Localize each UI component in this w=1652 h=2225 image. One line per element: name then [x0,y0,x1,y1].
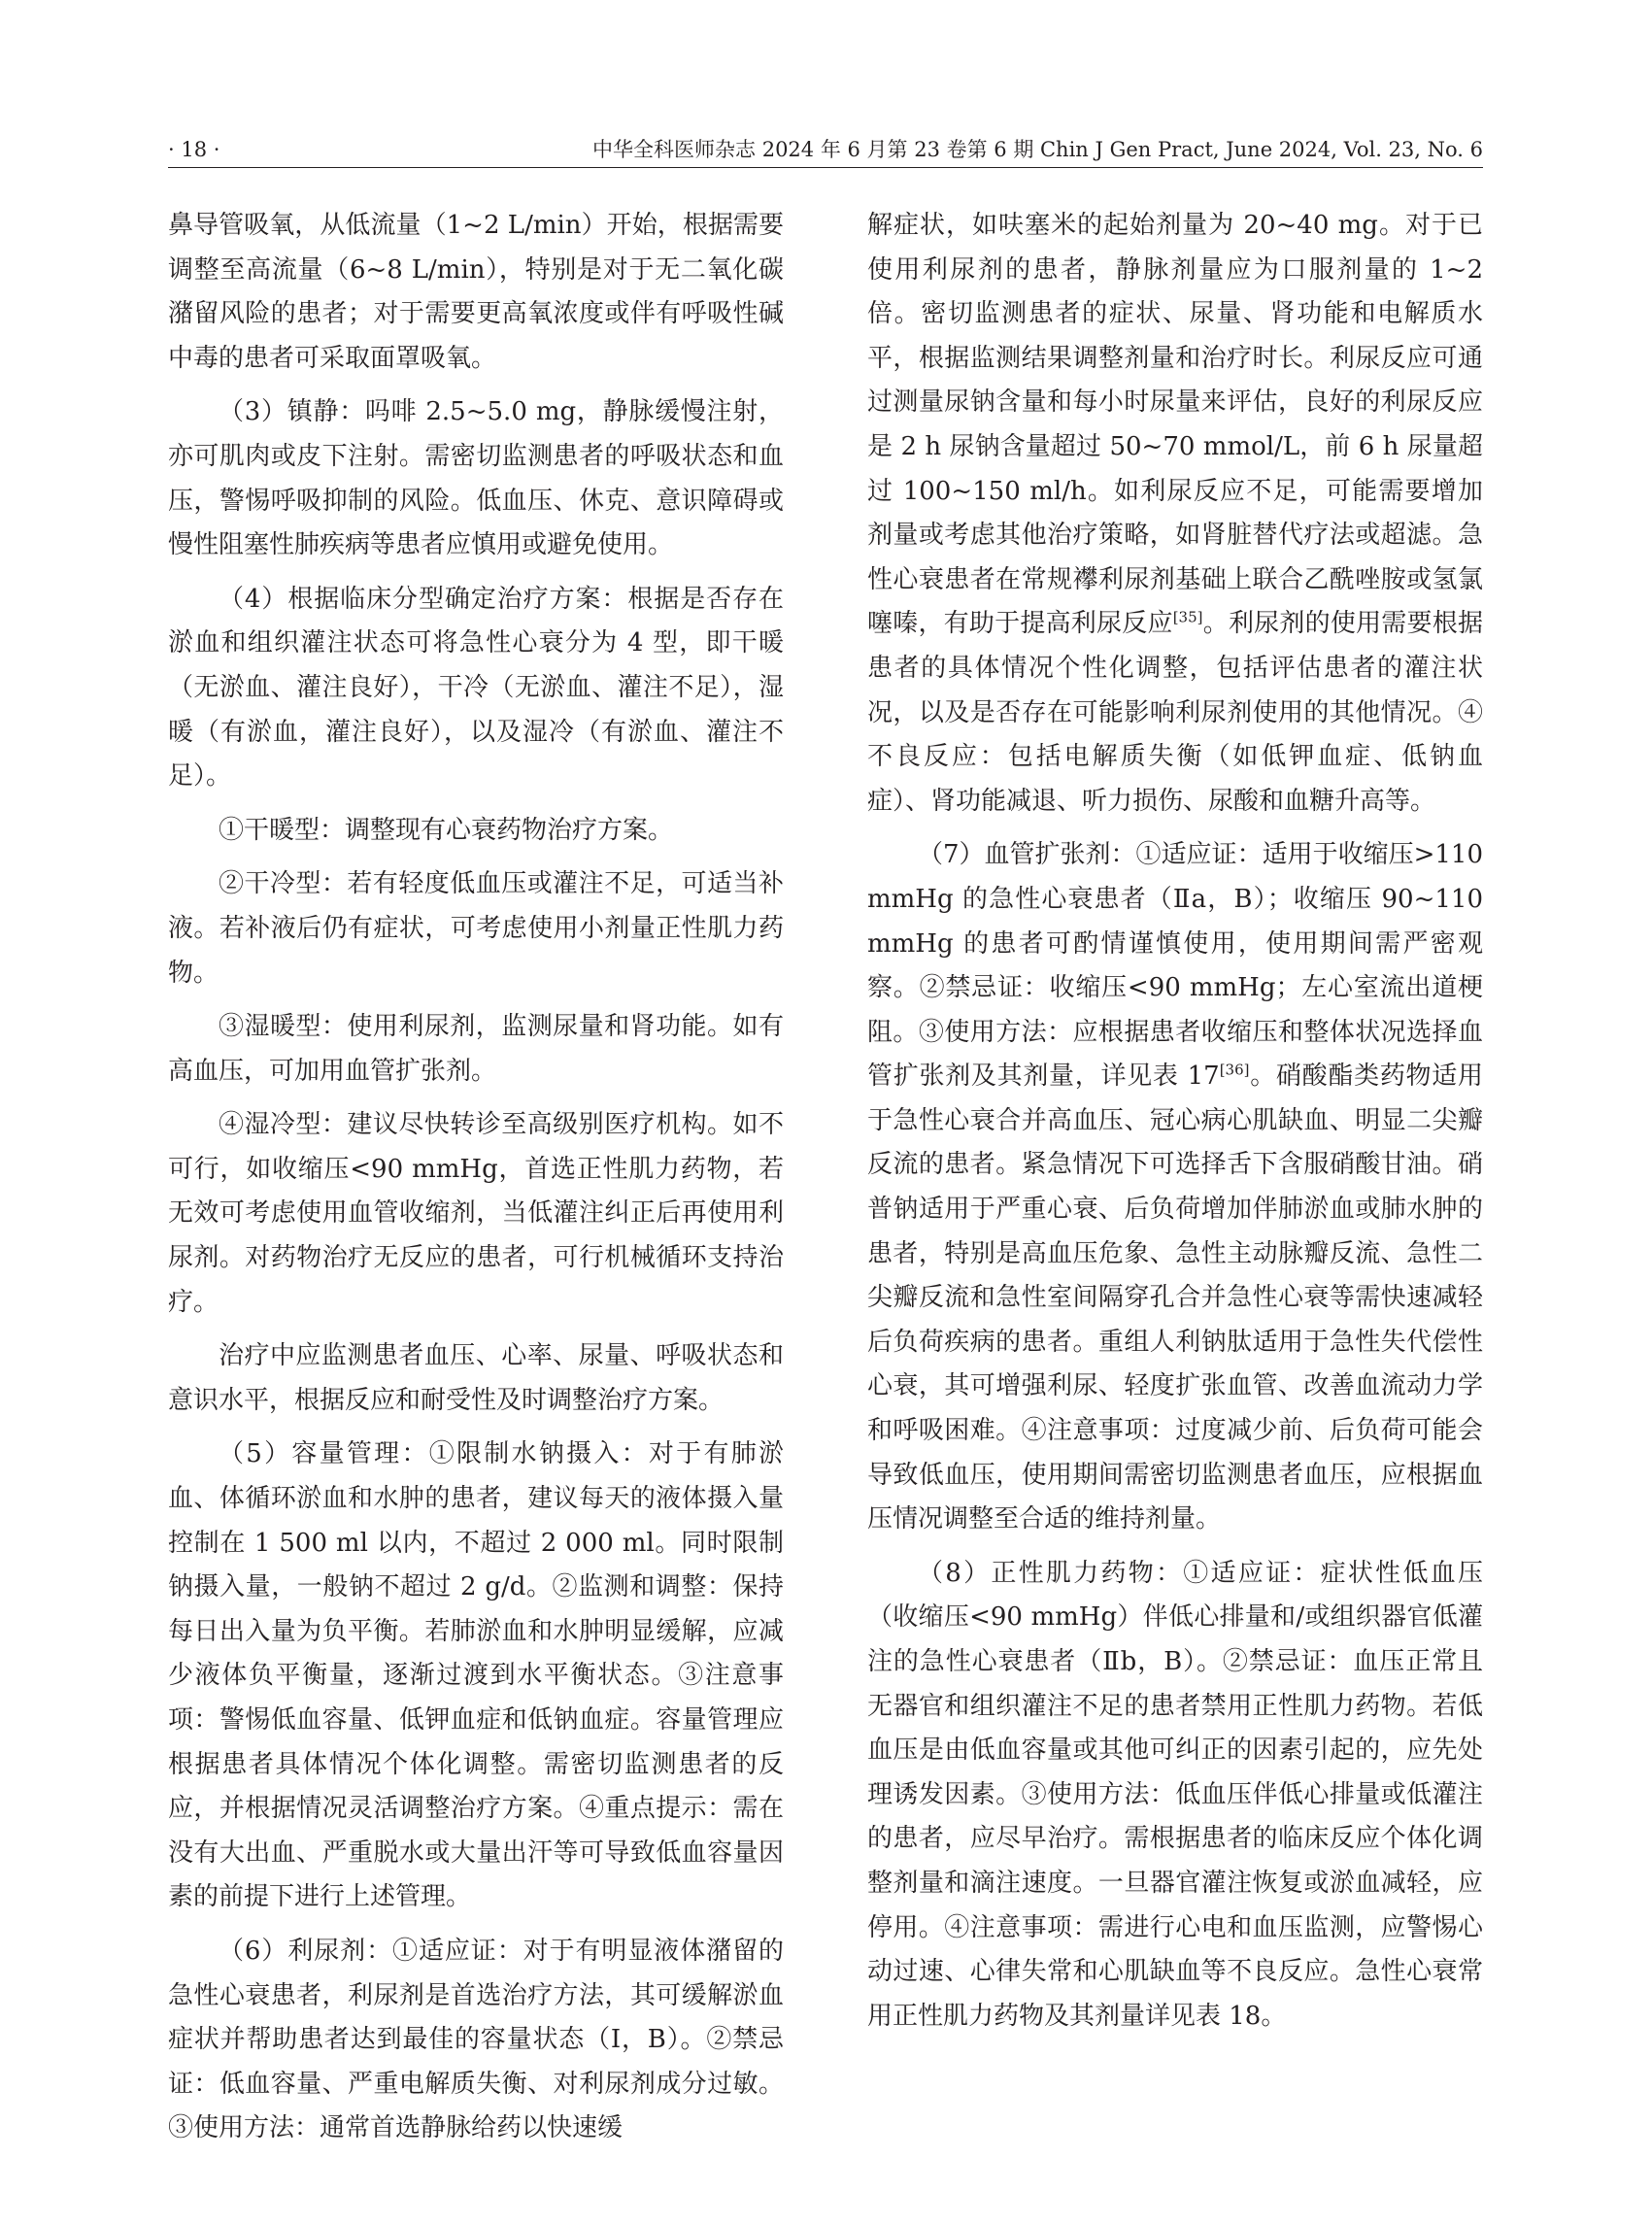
paragraph-clinical-typing: （4）根据临床分型确定治疗方案：根据是否存在淤血和组织灌注状态可将急性心衰分为 4 型，即干暖（无淤血、灌注良好），干冷（无淤血、灌注不足），湿暖（有淤血，灌注良好），以及湿冷（有淤血、灌注不足）。 [168,584,784,792]
paragraph-text: 解症状，如呋塞米的起始剂量为 20~40 mg。对于已使用利尿剂的患者，静脉剂量应为口服剂量的 1~2 倍。密切监测患者的症状、尿量、肾功能和电解质水平，根据监测结果调整剂量和治疗时长。利尿反应可通过测量尿钠含量和每小时尿量来评估，良好的利尿反应是 2 h 尿钠含量超过 50~70 mmol/L，前 6 h 尿量超过 100~150 ml/h。如利尿反应不足，可能需要增加剂量或考虑其他治疗策略，如肾脏替代疗法或超滤。急性心衰患者在常规襻利尿剂基础上联合乙酰唑胺或氢氯噻嗪，有助于提高利尿反应 [867,211,1483,639]
paragraph-text-tail: 。利尿剂的使用需要根据患者的具体情况个性化调整，包括评估患者的灌注状况，以及是否存在可能影响利尿剂使用的其他情况。④不良反应：包括电解质失衡（如低钾血症、低钠血症）、肾功能减退、听力损伤、尿酸和血糖升高等。 [867,609,1483,816]
paragraph-dry-warm: ①干暖型：调整现有心衰药物治疗方案。 [219,815,674,845]
paragraph-sedation: （3）镇静：吗啡 2.5~5.0 mg，静脉缓慢注射，亦可肌肉或皮下注射。需密切监测患者的呼吸状态和血压，警惕呼吸抑制的风险。低血压、休克、意识障碍或慢性阻塞性肺疾病等患者应慎用或避免使用。 [168,397,784,560]
header-rule [168,167,1483,168]
paragraph-volume-management: （5）容量管理：①限制水钠摄入：对于有肺淤血、体循环淤血和水肿的患者，建议每天的液体摄入量控制在 1 500 ml 以内，不超过 2 000 ml。同时限制钠摄入量，一般钠不超过 2 g/d。②监测和调整：保持每日出入量为负平衡。若肺淤血和水肿明显缓解，应减少液体负平衡量，逐渐过渡到水平衡状态。③注意事项：警惕低血容量、低钾血症和低钠血症。容量管理应根据患者具体情况个体化调整。需密切监测患者的反应，并根据情况灵活调整治疗方案。④重点提示：需在没有大出血、严重脱水或大量出汗等可导致低血容量因素的前提下进行上述管理。 [168,1439,784,1912]
citation-36: [36] [1219,1061,1250,1079]
paragraph-inotropes [867,1552,1483,2040]
journal-citation: 中华全科医师杂志 2024 年 6 月第 23 卷第 6 期 Chin J Gen Pract, June 2024, Vol. 23, No. 6 [592,138,1483,161]
page-number: · 18 · [168,138,220,161]
paragraph-diuretics: （6）利尿剂：①适应证：对于有明显液体潴留的急性心衰患者，利尿剂是首选治疗方法，其可缓解淤血症状并帮助患者达到最佳的容量状态（Ⅰ，B）。②禁忌证：低血容量、严重电解质失衡、对利尿剂成分过敏。③使用方法：通常首选静脉给药以快速缓 [168,1936,784,2143]
paragraph-wet-cold: ④湿冷型：建议尽快转诊至高级别医疗机构。如不可行，如收缩压<90 mmHg，首选正性肌力药物，若无效可考虑使用血管收缩剂，当低灌注纠正后再使用利尿剂。对药物治疗无反应的患者，可行机械循环支持治疗。 [168,1110,784,1317]
paragraph-oxygen-continued: 鼻导管吸氧，从低流量（1~2 L/min）开始，根据需要调整至高流量（6~8 L/min），特别是对于无二氧化碳潴留风险的患者；对于需要更高氧浓度或伴有呼吸性碱中毒的患者可采取面罩吸氧。 [168,211,784,373]
paragraph-text-tail: 。硝酸酯类药物适用于急性心衰合并高血压、冠心病心肌缺血、明显二尖瓣反流的患者。紧急情况下可选择舌下含服硝酸甘油。硝普钠适用于严重心衰、后负荷增加伴肺淤血或肺水肿的患者，特别是高血压危象、急性主动脉瓣反流、急性二尖瓣反流和急性室间隔穿孔合并急性心衰等需快速减轻后负荷疾病的患者。重组人利钠肽适用于急性失代偿性心衰，其可增强利尿、轻度扩张血管、改善血流动力学和呼吸困难。④注意事项：过度减少前、后负荷可能会导致低血压，使用期间需密切监测患者血压，应根据血压情况调整至合适的维持剂量。 [867,1062,1483,1534]
paragraph-dry-cold: ②干冷型：若有轻度低血压或灌注不足，可适当补液。若补液后仍有症状，可考虑使用小剂量正性肌力药物。 [168,869,784,988]
paragraph-text: （8）正性肌力药物：①适应证：症状性低血压（收缩压<90 mmHg）伴低心排量和/或组织器官低灌注的急性心衰患者（Ⅱb，B）。②禁忌证：血压正常且无器官和组织灌注不足的患者禁用正性肌力药物。若低血压是由低血容量或其他可纠正的因素引起的，应先处理诱发因素。③使用方法：低血压伴低心排量或低灌注的患者，应尽早治疗。需根据患者的临床反应个体化调整剂量和滴注速度。一旦器官灌注恢复或淤血减轻，应停用。④注意事项：需进行心电和血压监测，应警惕心动过速、心律失常和心肌缺血等不良反应。急性心衰常用正性肌力药物及其剂量详见表 18。 [867,1558,1483,2031]
left-column [168,204,784,2161]
paragraph-vasodilators [867,833,1483,1542]
right-column [867,204,1483,2048]
paragraph-wet-warm: ③湿暖型：使用利尿剂，监测尿量和肾功能。如有高血压，可加用血管扩张剂。 [168,1012,784,1086]
citation-35: [35] [1172,608,1203,626]
paragraph-monitoring: 治疗中应监测患者血压、心率、尿量、呼吸状态和意识水平，根据反应和耐受性及时调整治疗方案。 [168,1341,784,1415]
paragraph-diuretics-continued [867,204,1483,824]
paragraph-text: （7）血管扩张剂：①适应证：适用于收缩压>110 mmHg 的急性心衰患者（Ⅱa，B）；收缩压 90~110 mmHg 的患者可酌情谨慎使用，使用期间需严密观察。②禁忌证：收缩压<90 mmHg；左心室流出道梗阻。③使用方法：应根据患者收缩压和整体状况选择血管扩张剂及其剂量，详见表 17 [867,840,1483,1092]
